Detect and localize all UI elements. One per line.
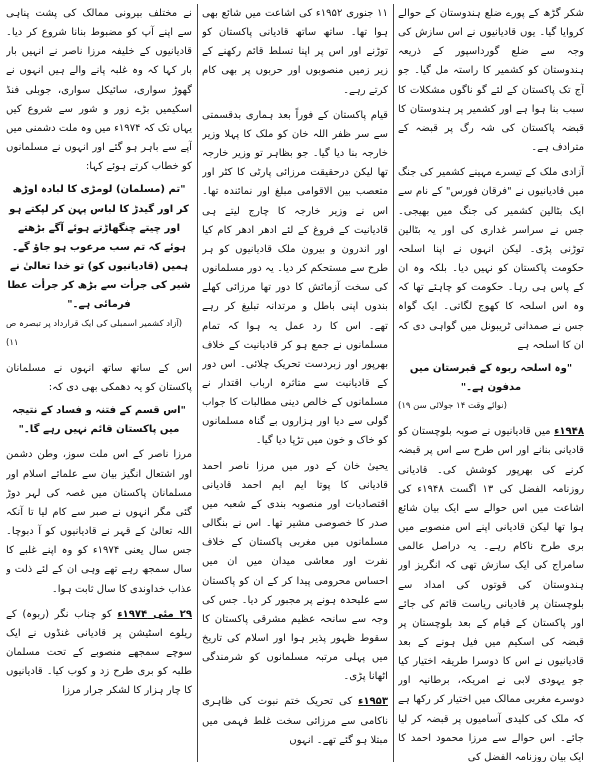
body-paragraph <box>6 605 192 701</box>
body-paragraph <box>6 445 192 598</box>
quote-paragraph: "وہ اسلحہ ربوہ کے قبرستان میں مدفون ہے۔" <box>409 362 573 393</box>
paragraph-text: قیام پاکستان کے فوراً بعد ہماری بدقسمتی سے سر ظفر اللہ خان کو ملک کا پہلا وزیر خارجہ بنا دیا گیا۔ جو بظاہر تو وزیر خارجہ تھا لیکن درحقیقت مرزائی پارٹی کا کٹر اور متعصب بین الاقوامی مبلغ اور نمائندہ تھا۔ اس نے وزیر خارجہ کا چارج لیتے ہی قادیانیت کے فروغ کے لئے ادھر ادھر کام کیا اور اندرون و بیرون ملک قادیانیوں کو ہر طرح سے مستحکم کر دیا۔ یہ دور مسلمانوں کی سخت آزمائش کا دور تھا مرزائی کھلے بندوں اپنی باطل و مرتدانہ تبلیغ کر رہے تھے۔ اس کا رد عمل یہ ہوا کہ تمام مسلمانوں نے جمع ہو کر قادیانیت کے خلاف بھرپور اور زبردست تحریک چلائی۔ اس دور کے قادیانیت سے متاثرہ ارباب اقتدار نے مسلمانوں کے خالص دینی مطالبات کا جواب گولی سے دیا اور ہزاروں بے گناہ مسلمانوں کو خاک و خون میں تڑپا دیا گیا۔ <box>202 109 388 447</box>
paragraph-text: ۱۱ جنوری ۱۹۵۲ء کی اشاعت میں شائع بھی ہوا تھا۔ ساتھ ساتھ قادیانی پاکستان کو توڑنے اور اس پر اپنا تسلط قائم رکھنے کے زیر زمیں منصوبوں اور حربوں پر بھی کام کرتے رہے۔ <box>202 8 388 96</box>
document-page <box>6 4 584 762</box>
body-paragraph <box>202 4 388 100</box>
body-paragraph <box>202 457 388 687</box>
body-paragraph <box>202 106 388 451</box>
paragraph-text: میں قادیانیوں نے صوبہ بلوچستان کو قادیانی بنانے اور اس طرح سے اس پر قبضہ کرنے کی بھرپور کوشش کی۔ قادیانی روزنامہ الفضل کی ۱۳ اگست ۱۹۴۸ء کی اشاعت میں اس حوالے سے ایک بیان شائع ہوا تھا لیکن قادیانی اپنے اس منصوبے میں بری طرح ناکام رہے۔ یہ دراصل عالمی سامراج کی ایک سازش تھی کہ انگریز اور ہندوستان کی قوتوں کی امداد سے بلوچستان پر قادیانی ریاست قائم کی جائے اور پاکستان کے قیام کے بعد بلوچستان پر قبضہ کی اسکیم میں فیل ہونے کے بعد قادیانیوں نے اس کا دوسرا طریقہ اختیار کیا جو یہودی لابی نے امریکہ، برطانیہ اور دوسرے مغربی ممالک میں اختیار کر رکھا ہے کہ ملک کی کلیدی آسامیوں پر قبضہ کر لیا جائے۔ اس حوالے سے مرزا محمود احمد کا ایک بیان روزنامہ الفضل کی <box>398 426 584 762</box>
paragraph-text: کو چناب نگر (ربوہ) کے ریلوے اسٹیشن پر قادیانی غنڈوں نے ایک سوچے سمجھے منصوبے کے تحت مسلمان طلبہ کو بری طرح زد و کوب کیا۔ قادیانیوں کا چار ہزار کا لشکر جرار مرزا <box>6 608 192 697</box>
source-citation: (آزاد کشمیر اسمبلی کی ایک قرارداد پر تبصرہ ص ۱۱) <box>6 318 183 348</box>
body-paragraph <box>6 4 192 176</box>
highlighted-date: ۱۹۵۳ء <box>358 696 388 708</box>
paragraph-text: کی تحریک ختم نبوت کی ظاہری ناکامی سے مرزائی سخت غلط فہمی میں مبتلا ہو گئے تھے۔ انہوں <box>202 696 388 746</box>
paragraph-text: نے مختلف بیرونی ممالک کی پشت پناہی سے اپنے آپ کو مضبوط بنانا شروع کر دیا۔ قادیانیوں کے خلیفہ مرزا ناصر نے انہیں بار بار کہا کہ وہ غلبہ پانے والے ہیں انہوں نے گھوڑ سواری، سائیکل سواری، جوبلی فنڈ اسکیمیں بڑے زور و شور سے شروع کیں یہاں تک کہ ۱۹۷۴ء میں وہ ملت دشمنی میں آپے سے باہر ہو گئے اور انہوں نے مسلمانوں کو خطاب کرتے ہوئے کہا: <box>6 8 192 173</box>
body-paragraph <box>398 4 584 157</box>
highlighted-date: ۲۹ مئی ۱۹۷۴ء <box>117 608 192 620</box>
column-middle <box>202 4 388 762</box>
column-right <box>398 4 584 762</box>
paragraph-text: اس کے ساتھ ساتھ انہوں نے مسلمانان پاکستان کو یہ دھمکی بھی دی کہ: <box>6 362 192 393</box>
paragraph-text: آزادی ملک کے تیسرے مہینے کشمیر کی جنگ میں قادیانیوں نے "فرقان فورس" کے نام سے ایک بٹالین کشمیر کی جنگ میں بھیجی۔ جس نے سراسر غداری کی اور یہ بٹالین توڑنی پڑی۔ لیکن انہوں نے اپنا اسلحہ حکومت پاکستان کو نہیں دیا۔ بلکہ وہ ان کے پاس ہی رہا۔ حکومت کو چاہئے تھا کہ وہ اس اسلحہ کا کھوج لگاتی۔ ایک گواہ جس نے صمدانی ٹریبونل میں گواہی دی کہ ان کا اسلحہ ہے <box>398 167 584 351</box>
paragraph-text: یحییٰ خان کے دور میں مرزا ناصر احمد قادیانی کا پوتا ایم ایم احمد قادیانی اقتصادیات اور منصوبہ بندی کے شعبہ میں صدر کا خصوصی مشیر تھا۔ اس نے بنگالی مسلمانوں میں مغربی پاکستان کے خلاف نفرت اور معاشی میدان میں ان میں احساس محرومی پیدا کر کے ان کو پاکستان سے علیحدہ ہونے پر مجبور کر دیا۔ جس کی وجہ سے سانحہ عظیم مشرقی پاکستان کا سقوط ظہور پذیر ہوا اور اسلام کی تاریخ میں پہلی مرتبہ مسلمانوں کو شرمندگی اٹھانا پڑی۔ <box>202 460 388 683</box>
body-paragraph <box>398 163 584 355</box>
body-paragraph <box>202 692 388 749</box>
quote-paragraph: "اس قسم کے فتنہ و فساد کے نتیجہ میں پاکستان قائم نہیں رہے گا۔" <box>12 405 186 436</box>
highlighted-date: ۱۹۴۸ء <box>554 426 584 438</box>
source-citation: (نوائے وقت ۱۴ جولائی سن ۱۹) <box>398 401 507 412</box>
body-paragraph <box>6 359 192 397</box>
column-divider <box>393 4 394 762</box>
body-paragraph <box>398 422 584 762</box>
paragraph-text: شکر گڑھ کے پورے ضلع ہندوستان کے حوالے کروایا گیا۔ یوں قادیانیوں نے اس سازش کی وجہ سے ضلع گورداسپور کے ذریعہ ہندوستان کو کشمیر کا راستہ مل گیا۔ جو آج تک پاکستان کے لئے گو ناگوں مشکلات کا سبب بنا ہوا ہے اور کشمیر پر ہندوستان کا قبضہ پاکستان کی شہ رگ پر قبضہ کے مترادف ہے۔ <box>398 8 584 154</box>
column-divider <box>197 4 198 762</box>
quote-paragraph: "تم (مسلمان) لومڑی کا لبادہ اوڑھ کر اور گیدڑ کا لباس پہن کر لپکتے ہو اور چیتے چنگھاڑتے ہوئے آگے بڑھتے ہوئے کہ تم سب مرعوب ہو جاؤ گے۔ ہمیں (قادیانیوں کو) تو خدا تعالیٰ نے شیر کی جرأت سے بڑھ کر جرأت عطا فرمائی ہے۔" <box>7 184 191 311</box>
column-left <box>6 4 192 762</box>
paragraph-text: مرزا ناصر کے اس ملت سوز، وطن دشمن اور اشتعال انگیز بیان سے علمائے اسلام اور مسلمانان پاکستان میں غصہ کی لہر دوڑ گئی مگر انہوں نے صبر سے کام لیا تا آنکہ اللہ تعالیٰ کے قہر نے قادیانیوں کو آ دبوچا۔ جس سال یعنی ۱۹۷۴ء کو وہ اپنے غلبے کا سال سمجھ رہے تھے وہی ان کے لئے ذلت و عذاب خداوندی کا سال ثابت ہوا۔ <box>6 449 192 595</box>
